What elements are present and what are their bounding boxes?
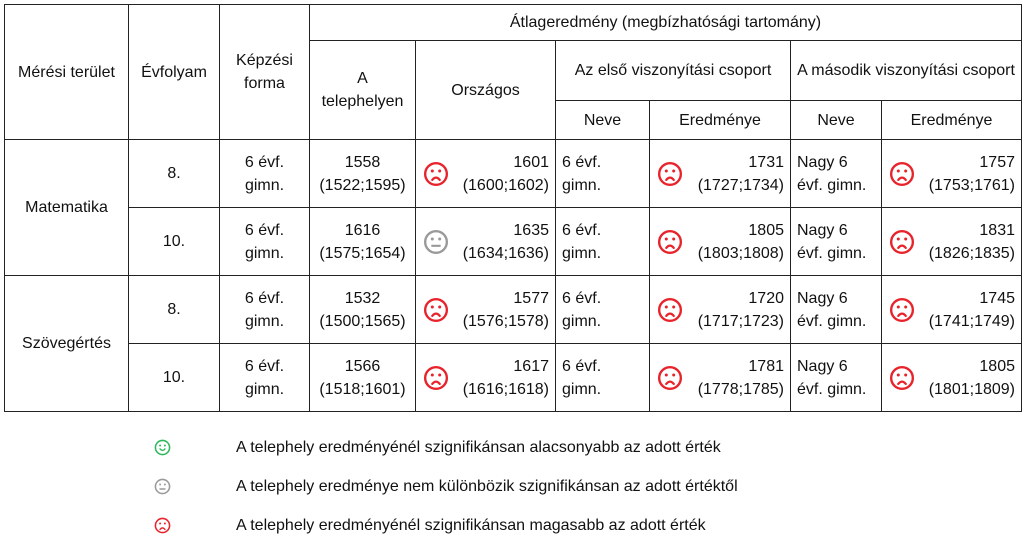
sad-face-icon (657, 229, 683, 255)
national-range: (1616;1618) (462, 380, 549, 398)
site-value: 1558 (344, 153, 381, 171)
table-row (5, 276, 1022, 344)
header-group1-result: Eredménye (650, 101, 791, 140)
header-group1-name: Neve (556, 101, 650, 140)
sad-face-icon (423, 297, 449, 323)
group1-result-cell (650, 140, 791, 208)
sad-face-icon (889, 161, 915, 187)
legend (150, 428, 738, 545)
site-range: (1522;1595) (319, 176, 406, 194)
results-table (4, 4, 1022, 412)
group2-result-cell (882, 276, 1022, 344)
group1-result-cell (650, 344, 791, 412)
legend-item (150, 506, 738, 545)
sad-face-icon (150, 517, 174, 534)
site-range: (1518;1601) (319, 380, 406, 398)
national-range: (1600;1602) (462, 176, 549, 194)
national-result-cell (416, 344, 556, 412)
group2-value: 1745 (979, 289, 1015, 307)
national-value: 1601 (513, 153, 549, 171)
legend-text: A telephely eredményénél szignifikánsan magasabb az adott érték (236, 516, 706, 534)
table-row (5, 140, 1022, 208)
header-group2: A második viszonyítási csoport (791, 41, 1022, 101)
site-result-cell (310, 344, 416, 412)
group1-range: (1803;1808) (697, 244, 784, 262)
national-result-cell (416, 208, 556, 276)
site-result-cell (310, 208, 416, 276)
table-row (5, 208, 1022, 276)
legend-text: A telephely eredményénél szignifikánsan alacsonyabb az adott érték (236, 438, 721, 456)
neutral-face-icon (423, 229, 449, 255)
national-value: 1617 (513, 357, 549, 375)
group1-name-cell: 6 évf. gimn. (556, 140, 650, 208)
group2-result-cell (882, 140, 1022, 208)
legend-text: A telephely eredménye nem különbözik szignifikánsan az adott értéktől (236, 477, 738, 495)
table-body (5, 140, 1022, 412)
group2-range: (1826;1835) (928, 244, 1015, 262)
group2-value: 1805 (979, 357, 1015, 375)
national-value: 1577 (513, 289, 549, 307)
site-range: (1500;1565) (319, 312, 406, 330)
form-cell: 6 évf. gimn. (220, 344, 310, 412)
header-grade: Évfolyam (129, 5, 220, 140)
group1-name-cell: 6 évf. gimn. (556, 208, 650, 276)
national-result-cell (416, 140, 556, 208)
sad-face-icon (657, 365, 683, 391)
happy-face-icon (150, 439, 174, 456)
grade-cell: 10. (129, 208, 220, 276)
neutral-face-icon (150, 478, 174, 495)
national-range: (1576;1578) (462, 312, 549, 330)
national-result-cell (416, 276, 556, 344)
group2-range: (1741;1749) (928, 312, 1015, 330)
sad-face-icon (889, 297, 915, 323)
area-cell: Matematika (5, 140, 129, 276)
sad-face-icon (657, 161, 683, 187)
grade-cell: 8. (129, 140, 220, 208)
group1-value: 1720 (748, 289, 784, 307)
form-cell: 6 évf. gimn. (220, 140, 310, 208)
group2-result-cell (882, 208, 1022, 276)
site-result-cell (310, 276, 416, 344)
group1-range: (1727;1734) (697, 176, 784, 194)
sad-face-icon (889, 229, 915, 255)
sad-face-icon (423, 365, 449, 391)
group1-range: (1717;1723) (697, 312, 784, 330)
group1-range: (1778;1785) (697, 380, 784, 398)
header-average: Átlageredmény (megbízhatósági tartomány) (310, 5, 1022, 41)
group2-name-cell: Nagy 6 évf. gimn. (791, 208, 882, 276)
group1-name-cell: 6 évf. gimn. (556, 276, 650, 344)
site-value: 1532 (344, 289, 381, 307)
form-cell: 6 évf. gimn. (220, 276, 310, 344)
form-cell: 6 évf. gimn. (220, 208, 310, 276)
group2-name-cell: Nagy 6 évf. gimn. (791, 140, 882, 208)
grade-cell: 10. (129, 344, 220, 412)
grade-cell: 8. (129, 276, 220, 344)
site-result-cell (310, 140, 416, 208)
header-area: Mérési terület (5, 5, 129, 140)
header-group2-result: Eredménye (882, 101, 1022, 140)
group2-name-cell: Nagy 6 évf. gimn. (791, 276, 882, 344)
group2-range: (1801;1809) (928, 380, 1015, 398)
site-value: 1566 (344, 357, 381, 375)
table-row (5, 344, 1022, 412)
group1-value: 1731 (748, 153, 784, 171)
group2-range: (1753;1761) (928, 176, 1015, 194)
group1-value: 1805 (748, 221, 784, 239)
group1-result-cell (650, 208, 791, 276)
header-national: Országos (416, 41, 556, 140)
header-group1: Az első viszonyítási csoport (556, 41, 791, 101)
header-form: Képzési forma (220, 5, 310, 140)
group2-value: 1757 (979, 153, 1015, 171)
area-cell: Szövegértés (5, 276, 129, 412)
sad-face-icon (423, 161, 449, 187)
sad-face-icon (657, 297, 683, 323)
national-range: (1634;1636) (462, 244, 549, 262)
legend-item (150, 428, 738, 467)
group2-result-cell (882, 344, 1022, 412)
group2-name-cell: Nagy 6 évf. gimn. (791, 344, 882, 412)
group2-value: 1831 (979, 221, 1015, 239)
header-site: A telephelyen (310, 41, 416, 140)
header-group2-name: Neve (791, 101, 882, 140)
sad-face-icon (889, 365, 915, 391)
group1-result-cell (650, 276, 791, 344)
group1-value: 1781 (748, 357, 784, 375)
site-range: (1575;1654) (319, 244, 406, 262)
national-value: 1635 (513, 221, 549, 239)
group1-name-cell: 6 évf. gimn. (556, 344, 650, 412)
site-value: 1616 (344, 221, 381, 239)
legend-item (150, 467, 738, 506)
